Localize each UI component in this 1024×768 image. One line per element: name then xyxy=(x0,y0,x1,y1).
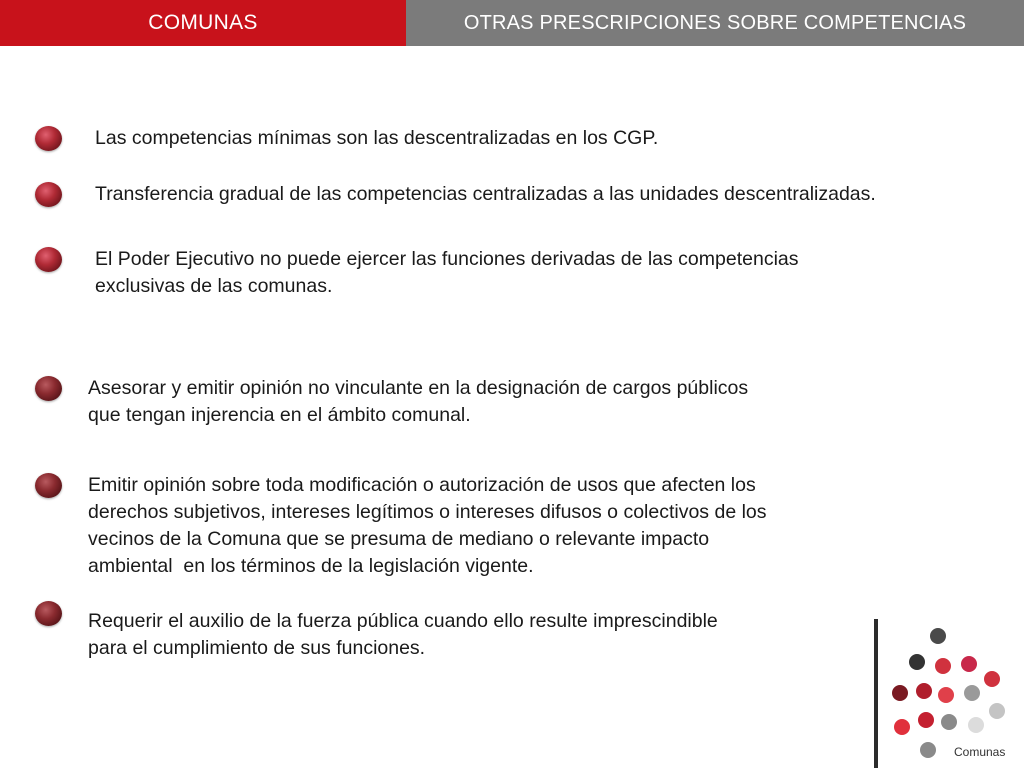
slide-title: OTRAS PRESCRIPCIONES SOBRE COMPETENCIAS xyxy=(406,0,1024,46)
logo-divider xyxy=(874,619,878,768)
bullet-text-5-line-4: ambiental en los términos de la legislación vigente. xyxy=(88,555,534,577)
logo-dot xyxy=(930,628,946,644)
logo-dot xyxy=(989,703,1005,719)
logo-label: Comunas xyxy=(954,745,1006,759)
bullet-icon xyxy=(35,376,62,401)
section-tab-comunas: COMUNAS xyxy=(0,0,406,46)
bullet-text-1: Las competencias mínimas son las descentralizadas en los CGP. xyxy=(95,127,659,149)
logo-dot xyxy=(916,683,932,699)
bullet-text-5-line-2: derechos subjetivos, intereses legítimos o intereses difusos o colectivos de los xyxy=(88,501,767,523)
logo-dot xyxy=(935,658,951,674)
bullet-text-4-line-2: que tengan injerencia en el ámbito comunal. xyxy=(88,404,471,426)
bullet-text-4-line-1: Asesorar y emitir opinión no vinculante en la designación de cargos públicos xyxy=(88,377,749,399)
bullet-icon xyxy=(35,473,62,498)
bullet-text-4 xyxy=(88,375,878,429)
logo-dot xyxy=(892,685,908,701)
bullet-text-6-line-2: para el cumplimiento de sus funciones. xyxy=(88,637,426,659)
bullet-text-5-line-1: Emitir opinión sobre toda modificación o autorización de usos que afecten los xyxy=(88,474,756,496)
bullet-text-2: Transferencia gradual de las competencias centralizadas a las unidades descentralizadas. xyxy=(95,183,876,205)
logo-dot xyxy=(909,654,925,670)
bullet-icon xyxy=(35,182,62,207)
logo-dot xyxy=(968,717,984,733)
logo-dot xyxy=(938,687,954,703)
bullet-text-6-line-1: Requerir el auxilio de la fuerza pública cuando ello resulte imprescindible xyxy=(88,610,718,632)
logo-dot xyxy=(984,671,1000,687)
logo-dot xyxy=(941,714,957,730)
logo-dot xyxy=(894,719,910,735)
bullet-text-3 xyxy=(95,246,955,300)
bullet-text-5 xyxy=(88,472,878,580)
logo-dot xyxy=(920,742,936,758)
bullet-icon xyxy=(35,126,62,151)
bullet-icon xyxy=(35,247,62,272)
bullet-text-3-line-2: exclusivas de las comunas. xyxy=(95,275,333,297)
bullet-icon xyxy=(35,601,62,626)
logo-dot xyxy=(961,656,977,672)
logo-dot xyxy=(918,712,934,728)
bullet-text-5-line-3: vecinos de la Comuna que se presuma de mediano o relevante impacto xyxy=(88,528,710,550)
header-bar xyxy=(0,0,1024,46)
bullet-text-6 xyxy=(88,608,868,662)
bullet-text-3-line-1: El Poder Ejecutivo no puede ejercer las funciones derivadas de las competencias xyxy=(95,248,799,270)
logo-dot xyxy=(964,685,980,701)
